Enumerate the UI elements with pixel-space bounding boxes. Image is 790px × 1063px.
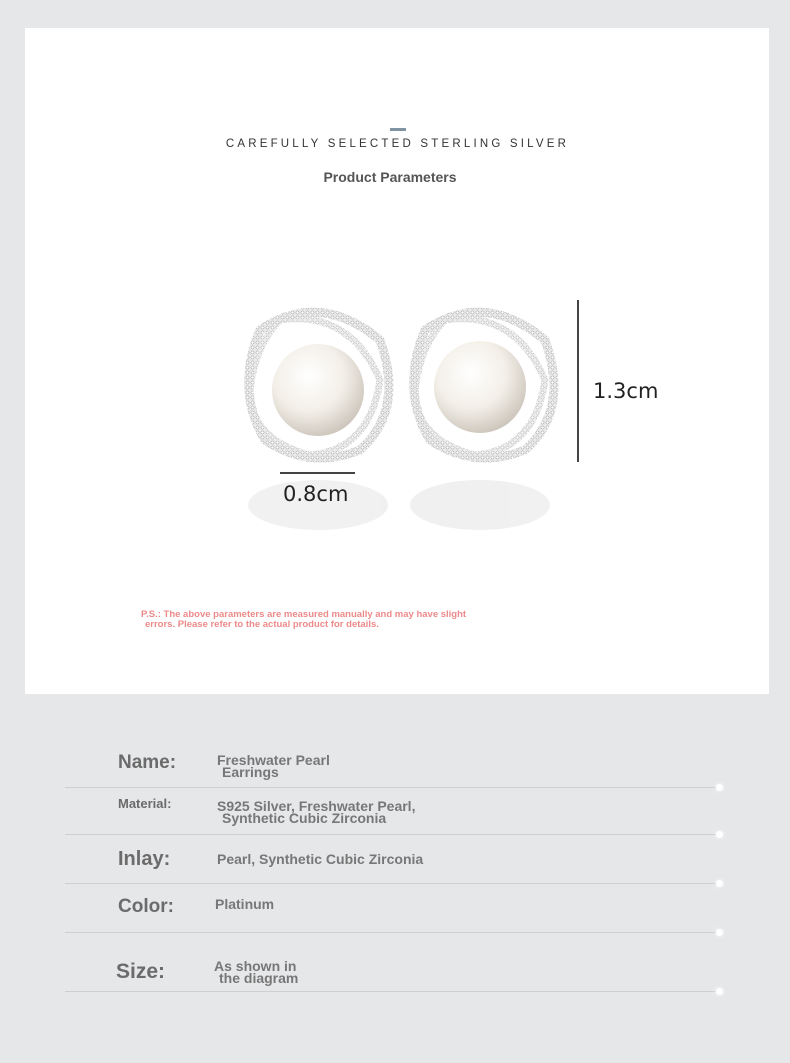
measurement-note [141,610,561,630]
row-divider [65,991,720,992]
spec-label-name: Name: [118,752,177,773]
spec-label-material: Material: [118,796,172,811]
height-dimension-line [577,300,579,462]
spec-value-material-line1: S925 Silver, Freshwater Pearl, [217,798,416,814]
height-dimension-label: 1.3cm [593,379,659,403]
spec-label-size: Size: [116,960,166,983]
spec-value-name-line2: Earrings [222,764,279,780]
spec-table [0,700,790,1040]
right-earring [414,312,554,458]
accent-bar [390,128,406,131]
left-earring [249,312,389,458]
row-divider [65,787,720,788]
spec-value-name-line1: Freshwater Pearl [217,752,330,768]
spec-value-material-line2: Synthetic Cubic Zirconia [222,810,387,826]
spec-label-inlay: Inlay: [118,848,171,870]
spec-value-material [217,800,517,824]
pearl-earring-image [230,290,590,550]
width-dimension-line [280,472,355,474]
tagline: CAREFULLY SELECTED STERLING SILVER [225,138,570,150]
page-title: Product Parameters [323,169,457,185]
spec-value-inlay: Pearl, Synthetic Cubic Zirconia [217,851,424,867]
row-divider [65,883,720,884]
spec-value-size-line2: the diagram [219,970,299,986]
width-dimension-label: 0.8cm [283,482,349,506]
spec-value-size-line1: As shown in [214,958,297,974]
spec-label-color: Color: [118,896,174,917]
note-line-1: P.S.: The above parameters are measured manually and may have slight [141,609,467,620]
spec-value-name [217,754,517,778]
spec-value-color: Platinum [215,896,275,912]
row-divider [65,932,720,933]
spec-value-size [214,960,514,984]
note-line-2: errors. Please refer to the actual product for details. [145,619,379,630]
row-divider [65,834,720,835]
